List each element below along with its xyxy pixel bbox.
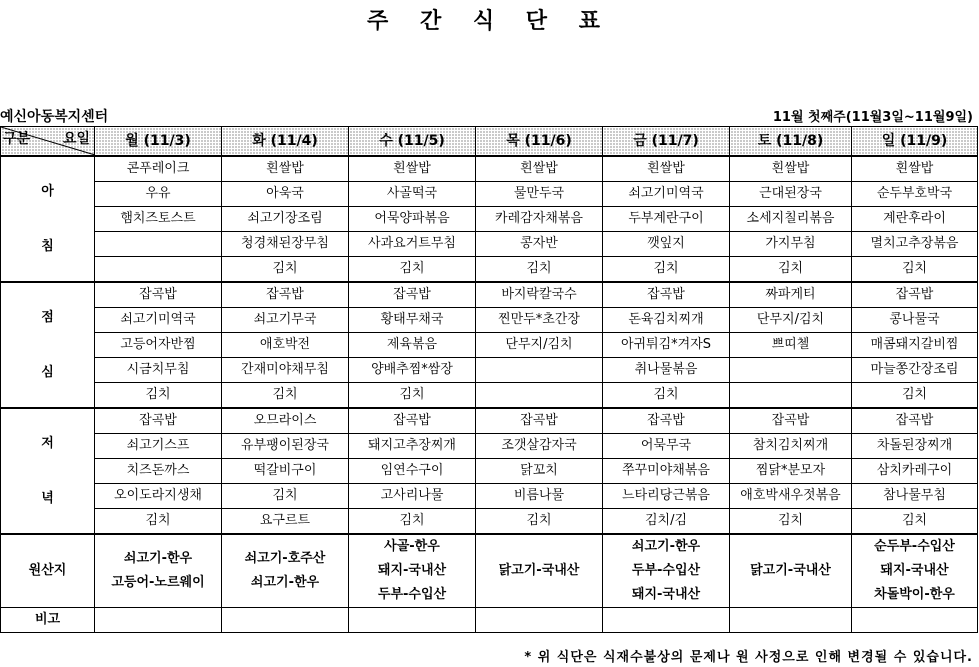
menu-item: 청경채된장무침 — [222, 232, 349, 257]
dinner-label — [1, 408, 95, 534]
day-header-fri: 금 (11/7) — [603, 127, 730, 157]
menu-item: 김치 — [603, 383, 730, 409]
menu-item: 사과요거트무침 — [349, 232, 476, 257]
menu-item: 흰쌀밥 — [222, 156, 349, 182]
menu-item: 양배추찜*쌈장 — [349, 358, 476, 383]
week-label: 11월 첫째주(11월3일~11월9일) — [772, 110, 973, 125]
menu-item: 고등어자반찜 — [95, 333, 222, 358]
origin-cell — [476, 534, 603, 608]
menu-item: 떡갈비구이 — [222, 459, 349, 484]
breakfast-row — [1, 182, 978, 207]
menu-item: 잡곡밥 — [852, 408, 978, 434]
corner-header — [1, 127, 95, 157]
origin-cell — [222, 534, 349, 608]
menu-item: 잡곡밥 — [603, 282, 730, 308]
menu-item: 김치 — [852, 383, 978, 409]
menu-item: 잡곡밥 — [349, 282, 476, 308]
dinner-row — [1, 509, 978, 535]
menu-item: 김치 — [349, 257, 476, 283]
dinner-label-top: 저 — [41, 435, 54, 451]
origin-line: 고등어-노르웨이 — [111, 575, 205, 590]
menu-item: 유부팽이된장국 — [222, 434, 349, 459]
menu-item: 잡곡밥 — [349, 408, 476, 434]
footnote: * 위 식단은 식재수불상의 문제나 원 사정으로 인해 변경될 수 있습니다. — [524, 650, 973, 665]
menu-item: 차돌된장찌개 — [852, 434, 978, 459]
menu-item: 찜닭*분모자 — [730, 459, 852, 484]
menu-item: 흰쌀밥 — [349, 156, 476, 182]
menu-item: 비름나물 — [476, 484, 603, 509]
day-header-thu: 목 (11/6) — [476, 127, 603, 157]
menu-item: 요구르트 — [222, 509, 349, 535]
breakfast-label — [1, 156, 95, 282]
breakfast-label-top: 아 — [41, 183, 54, 199]
menu-item: 순두부호박국 — [852, 182, 978, 207]
note-cell — [95, 608, 222, 633]
origin-line: 돼지-국내산 — [631, 587, 701, 602]
note-cell — [476, 608, 603, 633]
note-cell — [222, 608, 349, 633]
organization-name: 예신아동복지센터 — [0, 109, 109, 125]
menu-item: 취나물볶음 — [603, 358, 730, 383]
note-label: 비고 — [1, 608, 95, 633]
menu-item: 닭꼬치 — [476, 459, 603, 484]
menu-item: 참나물무침 — [852, 484, 978, 509]
menu-item: 조갯살감자국 — [476, 434, 603, 459]
day-header-mon: 월 (11/3) — [95, 127, 222, 157]
menu-item — [730, 383, 852, 409]
menu-item: 제육볶음 — [349, 333, 476, 358]
weekly-menu-table — [0, 126, 978, 633]
origin-cell — [95, 534, 222, 608]
menu-item: 황태무채국 — [349, 308, 476, 333]
menu-item: 오므라이스 — [222, 408, 349, 434]
origin-cell — [603, 534, 730, 608]
menu-item: 아귀튀김*겨자S — [603, 333, 730, 358]
menu-item: 콩나물국 — [852, 308, 978, 333]
menu-item: 잡곡밥 — [603, 408, 730, 434]
menu-item: 삼치카레구이 — [852, 459, 978, 484]
day-header-sat: 토 (11/8) — [730, 127, 852, 157]
menu-item: 쭈꾸미야채볶음 — [603, 459, 730, 484]
menu-item: 애호박전 — [222, 333, 349, 358]
lunch-row — [1, 282, 978, 308]
lunch-label — [1, 282, 95, 408]
menu-item: 쁘띠첼 — [730, 333, 852, 358]
menu-item: 소세지칠리볶음 — [730, 207, 852, 232]
origin-line: 닭고기-국내산 — [750, 563, 831, 578]
page-title: 주 간 식 단 표 — [367, 9, 612, 34]
menu-item: 우유 — [95, 182, 222, 207]
menu-item: 계란후라이 — [852, 207, 978, 232]
menu-item: 흰쌀밥 — [603, 156, 730, 182]
menu-item — [95, 257, 222, 283]
origin-line: 닭고기-국내산 — [498, 563, 580, 578]
dinner-label-bottom: 녁 — [41, 490, 54, 506]
menu-item: 돈육김치찌개 — [603, 308, 730, 333]
menu-item: 김치 — [476, 509, 603, 535]
menu-item: 김치 — [476, 257, 603, 283]
dinner-row — [1, 408, 978, 434]
menu-item: 콩자반 — [476, 232, 603, 257]
breakfast-label-bottom: 침 — [41, 238, 54, 254]
origin-line: 차돌박이-한우 — [874, 587, 955, 602]
menu-item: 아욱국 — [222, 182, 349, 207]
menu-item: 잡곡밥 — [852, 282, 978, 308]
menu-item: 단무지/김치 — [730, 308, 852, 333]
menu-item: 흰쌀밥 — [730, 156, 852, 182]
menu-item: 느타리당근볶음 — [603, 484, 730, 509]
lunch-row — [1, 383, 978, 409]
lunch-row — [1, 308, 978, 333]
menu-item: 김치 — [222, 383, 349, 409]
menu-item: 김치 — [349, 509, 476, 535]
breakfast-row — [1, 207, 978, 232]
menu-item: 근대된장국 — [730, 182, 852, 207]
menu-item: 쇠고기미역국 — [95, 308, 222, 333]
origin-line: 쇠고기-한우 — [123, 551, 193, 566]
menu-item: 오이도라지생채 — [95, 484, 222, 509]
day-header-wed: 수 (11/5) — [349, 127, 476, 157]
origin-line: 두부-수입산 — [631, 563, 701, 578]
menu-item: 김치 — [222, 257, 349, 283]
menu-item: 애호박새우젓볶음 — [730, 484, 852, 509]
menu-item: 매콤돼지갈비찜 — [852, 333, 978, 358]
menu-item: 김치 — [852, 257, 978, 283]
menu-item: 김치 — [603, 257, 730, 283]
note-cell — [852, 608, 978, 633]
corner-yoil-label: 요일 — [62, 131, 90, 147]
origin-label: 원산지 — [1, 534, 95, 608]
menu-item: 잡곡밥 — [476, 408, 603, 434]
menu-item — [730, 358, 852, 383]
origin-cell — [852, 534, 978, 608]
menu-item: 김치 — [95, 509, 222, 535]
menu-item: 잡곡밥 — [222, 282, 349, 308]
menu-item: 참치김치찌개 — [730, 434, 852, 459]
origin-cell — [349, 534, 476, 608]
menu-item: 가지무침 — [730, 232, 852, 257]
corner-gubun-label: 구분 — [3, 131, 31, 147]
menu-item: 고사리나물 — [349, 484, 476, 509]
day-header-tue: 화 (11/4) — [222, 127, 349, 157]
menu-item: 마늘쫑간장조림 — [852, 358, 978, 383]
menu-item: 쇠고기장조림 — [222, 207, 349, 232]
note-cell — [603, 608, 730, 633]
menu-item: 시금치무침 — [95, 358, 222, 383]
menu-item: 임연수구이 — [349, 459, 476, 484]
dinner-row — [1, 459, 978, 484]
origin-line: 쇠고기-한우 — [250, 575, 320, 590]
menu-item: 어묵양파볶음 — [349, 207, 476, 232]
lunch-row — [1, 358, 978, 383]
menu-item — [476, 358, 603, 383]
menu-item: 김치 — [222, 484, 349, 509]
menu-item: 잡곡밥 — [95, 408, 222, 434]
dinner-row — [1, 434, 978, 459]
breakfast-row — [1, 257, 978, 283]
day-header-sun: 일 (11/9) — [852, 127, 978, 157]
origin-line: 돼지-국내산 — [377, 563, 447, 578]
menu-item: 두부계란구이 — [603, 207, 730, 232]
menu-item: 짜파게티 — [730, 282, 852, 308]
menu-item — [476, 383, 603, 409]
menu-item: 쇠고기스프 — [95, 434, 222, 459]
menu-item: 김치/김 — [603, 509, 730, 535]
lunch-row — [1, 333, 978, 358]
menu-item: 깻잎지 — [603, 232, 730, 257]
menu-item: 콘푸레이크 — [95, 156, 222, 182]
note-row — [1, 608, 978, 633]
origin-line: 순두부-수입산 — [874, 539, 955, 554]
breakfast-row — [1, 232, 978, 257]
menu-item: 물만두국 — [476, 182, 603, 207]
origin-line: 두부-수입산 — [377, 587, 447, 602]
breakfast-row — [1, 156, 978, 182]
menu-item: 간재미야채무침 — [222, 358, 349, 383]
menu-item: 찐만두*초간장 — [476, 308, 603, 333]
menu-item: 치즈돈까스 — [95, 459, 222, 484]
menu-item: 멸치고추장볶음 — [852, 232, 978, 257]
menu-item: 쇠고기미역국 — [603, 182, 730, 207]
menu-item: 김치 — [95, 383, 222, 409]
menu-item — [95, 232, 222, 257]
note-cell — [730, 608, 852, 633]
menu-item: 어묵무국 — [603, 434, 730, 459]
menu-item: 잡곡밥 — [95, 282, 222, 308]
menu-item: 김치 — [852, 509, 978, 535]
lunch-label-top: 점 — [41, 309, 54, 325]
menu-item: 흰쌀밥 — [852, 156, 978, 182]
origin-line: 쇠고기-한우 — [631, 539, 701, 554]
dinner-row — [1, 484, 978, 509]
menu-item: 사골떡국 — [349, 182, 476, 207]
origin-line: 쇠고기-호주산 — [244, 551, 326, 566]
menu-item: 흰쌀밥 — [476, 156, 603, 182]
menu-item: 바지락칼국수 — [476, 282, 603, 308]
menu-item: 단무지/김치 — [476, 333, 603, 358]
origin-row — [1, 534, 978, 608]
origin-line: 돼지-국내산 — [880, 563, 949, 578]
menu-item: 돼지고추장찌개 — [349, 434, 476, 459]
menu-body — [1, 156, 978, 633]
lunch-label-bottom: 심 — [41, 364, 54, 380]
header-row — [1, 127, 978, 157]
menu-item: 김치 — [730, 257, 852, 283]
menu-item: 김치 — [349, 383, 476, 409]
menu-item: 쇠고기무국 — [222, 308, 349, 333]
menu-item: 잡곡밥 — [730, 408, 852, 434]
origin-line: 사골-한우 — [384, 539, 440, 554]
menu-item: 김치 — [730, 509, 852, 535]
origin-cell — [730, 534, 852, 608]
note-cell — [349, 608, 476, 633]
menu-item: 햄치즈토스트 — [95, 207, 222, 232]
menu-item: 카레감자채볶음 — [476, 207, 603, 232]
